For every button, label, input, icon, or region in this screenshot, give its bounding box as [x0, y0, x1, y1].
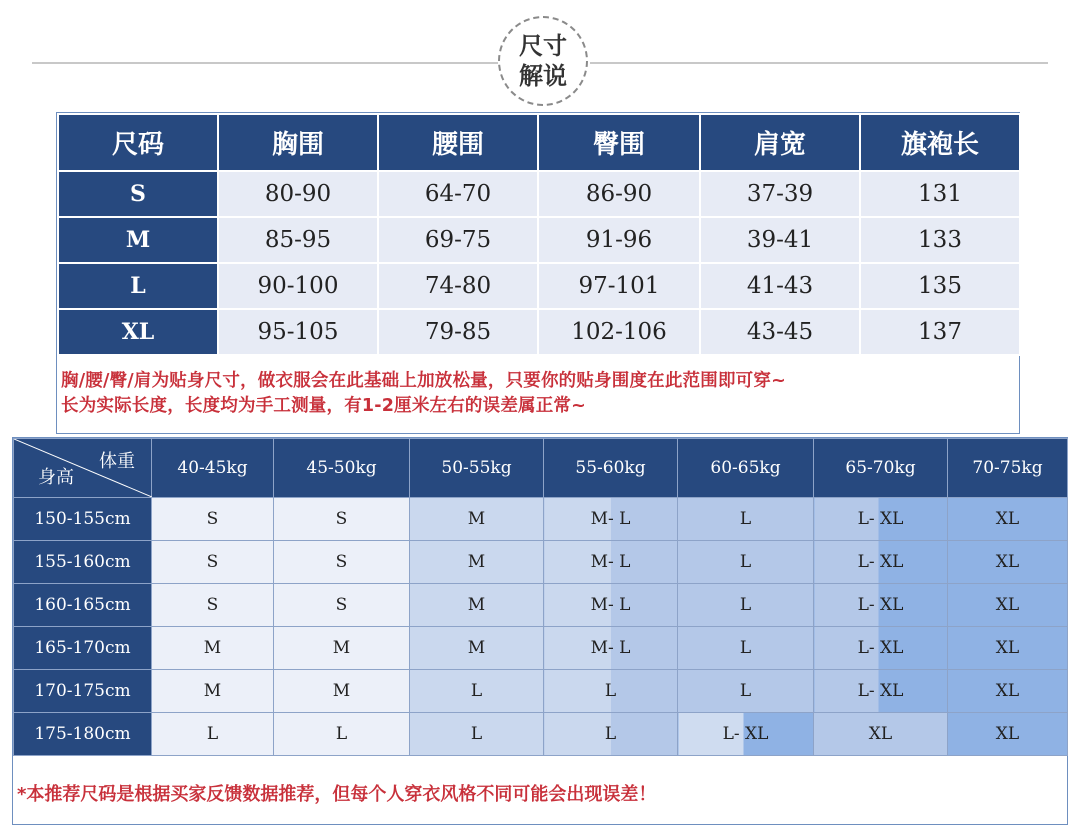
- table-cell: XL: [948, 584, 1068, 627]
- col-header-shoulder: 肩宽: [700, 114, 860, 171]
- table-cell: 41-43: [700, 263, 860, 309]
- weight-header: 40-45kg: [152, 439, 274, 498]
- header-divider-left: [32, 62, 498, 64]
- table-cell: 69-75: [378, 217, 538, 263]
- recommendation-chart: [12, 437, 1068, 825]
- table-row: [58, 171, 1020, 217]
- table-cell: M- L: [544, 627, 678, 670]
- table-row: [14, 670, 1068, 713]
- col-header-length: 旗袍长: [860, 114, 1020, 171]
- height-label: 155-160cm: [14, 541, 152, 584]
- corner-header: [14, 439, 152, 498]
- table-cell: XL: [948, 713, 1068, 756]
- table-cell: L: [544, 670, 678, 713]
- table-cell: L- XL: [678, 713, 814, 756]
- title-line1: 尺寸: [519, 32, 567, 60]
- table-cell: L: [678, 498, 814, 541]
- size-chart: [56, 112, 1020, 434]
- table-cell: 102-106: [538, 309, 700, 355]
- table-cell: 137: [860, 309, 1020, 355]
- col-header-waist: 腰围: [378, 114, 538, 171]
- weight-header: 50-55kg: [410, 439, 544, 498]
- table-cell: S: [274, 584, 410, 627]
- table-cell: L- XL: [814, 584, 948, 627]
- table-cell: 91-96: [538, 217, 700, 263]
- table-cell: M: [410, 498, 544, 541]
- height-label: 165-170cm: [14, 627, 152, 670]
- weight-header: 60-65kg: [678, 439, 814, 498]
- table-cell: 85-95: [218, 217, 378, 263]
- row-size-label: S: [58, 171, 218, 217]
- table-cell: L: [544, 713, 678, 756]
- table-cell: L: [410, 670, 544, 713]
- weight-header: 45-50kg: [274, 439, 410, 498]
- table-cell: L: [274, 713, 410, 756]
- rec-table-header: [14, 439, 1068, 498]
- table-cell: S: [274, 541, 410, 584]
- height-label: 150-155cm: [14, 498, 152, 541]
- recommendation-table: [13, 438, 1068, 756]
- table-cell: XL: [948, 498, 1068, 541]
- col-header-bust: 胸围: [218, 114, 378, 171]
- weight-header: 65-70kg: [814, 439, 948, 498]
- table-cell: L- XL: [814, 541, 948, 584]
- table-cell: 64-70: [378, 171, 538, 217]
- table-cell: L: [678, 584, 814, 627]
- table-row: [14, 627, 1068, 670]
- table-cell: M: [152, 627, 274, 670]
- table-cell: L- XL: [814, 670, 948, 713]
- table-cell: XL: [948, 541, 1068, 584]
- table-cell: 39-41: [700, 217, 860, 263]
- table-cell: 79-85: [378, 309, 538, 355]
- table-cell: M: [410, 584, 544, 627]
- col-header-size: 尺码: [58, 114, 218, 171]
- table-cell: XL: [948, 670, 1068, 713]
- table-cell: 97-101: [538, 263, 700, 309]
- title-badge: [498, 16, 588, 106]
- height-label: 160-165cm: [14, 584, 152, 627]
- table-cell: 74-80: [378, 263, 538, 309]
- table-cell: XL: [948, 627, 1068, 670]
- header-divider-right: [590, 62, 1048, 64]
- table-cell: XL: [814, 713, 948, 756]
- height-label: 175-180cm: [14, 713, 152, 756]
- weight-header: 70-75kg: [948, 439, 1068, 498]
- table-cell: M: [274, 627, 410, 670]
- table-row: [14, 713, 1068, 756]
- corner-height-label: 身高: [38, 467, 74, 488]
- size-table-header: [58, 114, 1020, 171]
- table-cell: 86-90: [538, 171, 700, 217]
- row-size-label: M: [58, 217, 218, 263]
- table-cell: L: [152, 713, 274, 756]
- table-cell: S: [152, 498, 274, 541]
- corner-weight-label: 体重: [99, 451, 135, 472]
- table-cell: L: [410, 713, 544, 756]
- table-cell: M- L: [544, 541, 678, 584]
- table-cell: L- XL: [814, 498, 948, 541]
- row-size-label: L: [58, 263, 218, 309]
- table-cell: 43-45: [700, 309, 860, 355]
- table-row: [14, 584, 1068, 627]
- table-row: [14, 541, 1068, 584]
- table-cell: L: [678, 670, 814, 713]
- size-note: [61, 369, 1011, 419]
- table-cell: S: [152, 584, 274, 627]
- table-row: [58, 309, 1020, 355]
- table-row: [58, 263, 1020, 309]
- table-cell: 95-105: [218, 309, 378, 355]
- table-row: [58, 217, 1020, 263]
- size-table: [57, 113, 1021, 356]
- height-label: 170-175cm: [14, 670, 152, 713]
- table-cell: M- L: [544, 498, 678, 541]
- table-cell: M: [152, 670, 274, 713]
- weight-header: 55-60kg: [544, 439, 678, 498]
- table-row: [14, 498, 1068, 541]
- recommendation-note: *本推荐尺码是根据买家反馈数据推荐，但每个人穿衣风格不同可能会出现误差！: [17, 784, 657, 805]
- table-cell: 131: [860, 171, 1020, 217]
- table-cell: 80-90: [218, 171, 378, 217]
- table-cell: 133: [860, 217, 1020, 263]
- table-cell: L: [678, 627, 814, 670]
- table-cell: 135: [860, 263, 1020, 309]
- table-cell: 90-100: [218, 263, 378, 309]
- table-cell: S: [152, 541, 274, 584]
- table-cell: 37-39: [700, 171, 860, 217]
- row-size-label: XL: [58, 309, 218, 355]
- table-cell: M: [410, 541, 544, 584]
- title-line2: 解说: [519, 62, 567, 90]
- col-header-hip: 臀围: [538, 114, 700, 171]
- size-note-line1: 胸/腰/臀/肩为贴身尺寸，做衣服会在此基础上加放松量，只要你的贴身围度在此范围即可穿~: [61, 371, 786, 391]
- table-cell: L: [678, 541, 814, 584]
- table-cell: M- L: [544, 584, 678, 627]
- table-cell: S: [274, 498, 410, 541]
- size-note-line2: 长为实际长度，长度均为手工测量，有1-2厘米左右的误差属正常~: [61, 396, 586, 416]
- table-cell: M: [410, 627, 544, 670]
- table-cell: L- XL: [814, 627, 948, 670]
- table-cell: M: [274, 670, 410, 713]
